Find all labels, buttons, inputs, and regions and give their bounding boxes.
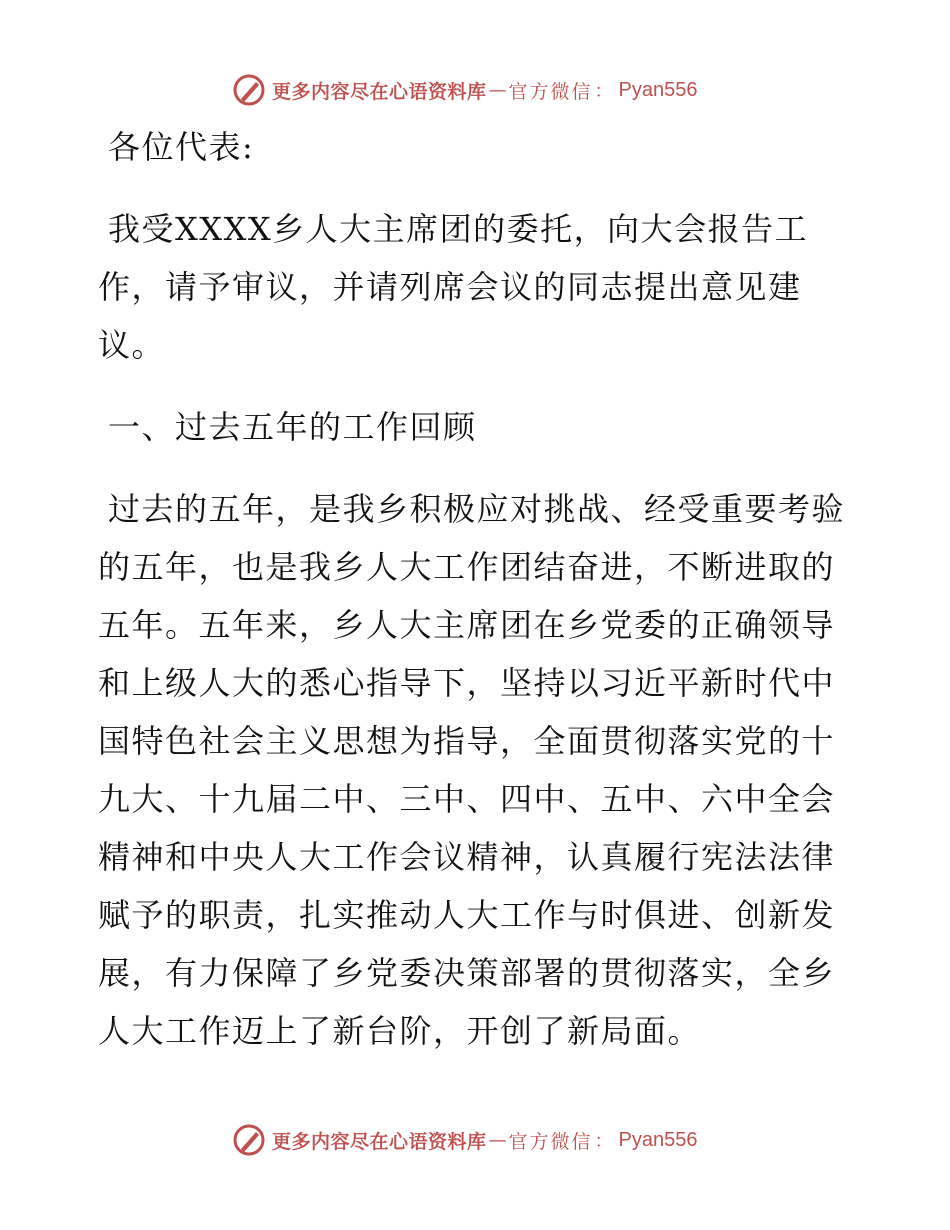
watermark-label: 官方微信 — [508, 1130, 593, 1153]
watermark-account: Pyan556 — [618, 1128, 698, 1151]
watermark-main-text: 更多内容尽在心语资料库 — [272, 80, 487, 103]
salutation: 各位代表: — [108, 128, 255, 166]
watermark-label: 官方微信 — [508, 80, 593, 103]
watermark-account: Pyan556 — [618, 78, 698, 101]
watermark-separator: ： — [594, 1131, 613, 1152]
header-watermark-banner — [232, 70, 698, 110]
pen-logo-icon — [232, 1123, 266, 1157]
document-body — [98, 118, 858, 1084]
body-paragraph: 过去的五年，是我乡积极应对挑战、经受重要考验的五年，也是我乡人大工作团结奋进，不断进取的五年。五年来，乡人大主席团在乡党委的正确领导和上级人大的悉心指导下，坚持以习近平新时代中国特色社会主义思想为指导，全面贯彻落实党的十九大、十九届二中、三中、四中、五中、六中全会精神和中央人大工作会议精神，认真履行宪法法律赋予的职责，扎实推动人大工作与时俱进、创新发展，有力保障了乡党委决策部署的贯彻落实，全乡人大工作迈上了新台阶，开创了新局面。 — [98, 490, 846, 1050]
pen-logo-icon — [232, 73, 266, 107]
watermark-separator: ： — [594, 81, 613, 102]
section-heading: 一、过去五年的工作回顾 — [108, 408, 477, 446]
intro-paragraph: 我受XXXX乡人大主席团的委托，向大会报告工作，请予审议，并请列席会议的同志提出意见建议。 — [98, 210, 809, 364]
watermark-dash: — — [488, 1129, 507, 1151]
watermark-main-text: 更多内容尽在心语资料库 — [272, 1130, 487, 1153]
footer-watermark-banner — [232, 1120, 698, 1160]
watermark-dash: — — [488, 79, 507, 101]
